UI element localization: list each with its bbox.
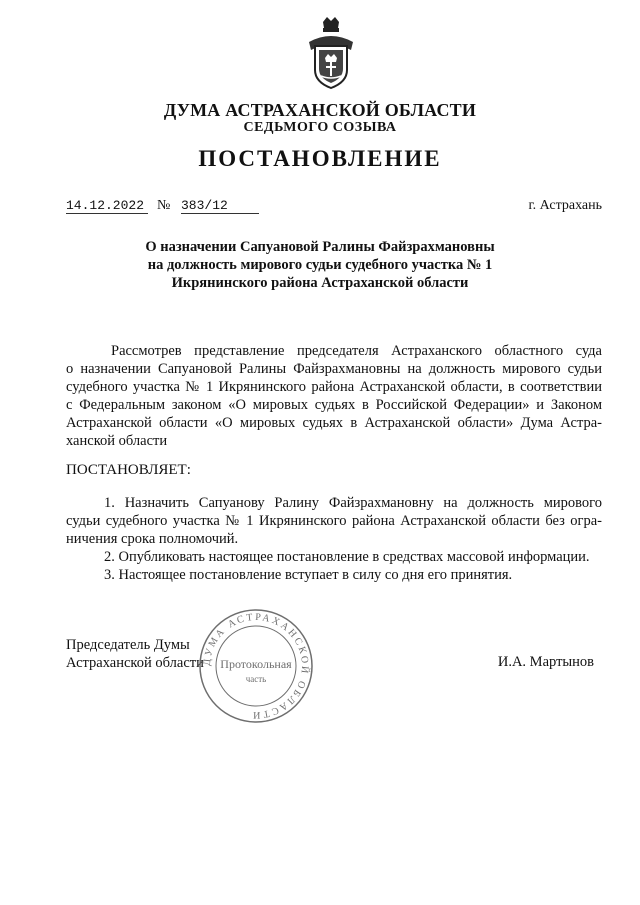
coat-of-arms-icon bbox=[301, 16, 361, 92]
document-subject bbox=[0, 238, 640, 292]
resolves-heading: ПОСТАНОВЛЯЕТ: bbox=[66, 462, 191, 478]
item-1-line: судьи судебного участка № 1 Икрянинского района Астраханской области без огра- bbox=[66, 513, 602, 529]
signatory-title-line: Астраханской области bbox=[66, 655, 204, 671]
convocation-subtitle: СЕДЬМОГО СОЗЫВА bbox=[243, 120, 397, 135]
official-stamp bbox=[196, 606, 316, 726]
preamble-line: ханской области bbox=[66, 433, 168, 449]
preamble-line: Рассмотрев представление председателя Астраханского областного суда bbox=[111, 343, 602, 359]
document-type-heading: ПОСТАНОВЛЕНИЕ bbox=[198, 146, 442, 171]
number-sign: № bbox=[157, 198, 171, 213]
stamp-ring-text: ДУМА АСТРАХАНСКОЙ ОБЛАСТИ bbox=[201, 611, 311, 721]
document-date: 14.12.2022 bbox=[66, 198, 148, 214]
preamble-line: судебного участка № 1 Икрянинского района Астраханской области, в соответствии bbox=[66, 379, 602, 395]
preamble-paragraph bbox=[66, 342, 602, 450]
item-1-line: ничения срока полномочий. bbox=[66, 531, 239, 547]
item-1-line: 1. Назначить Сапуанову Ралину Файзрахмановну на должность мирового bbox=[104, 495, 602, 511]
item-3-line: 3. Настоящее постановление вступает в силу со дня его принятия. bbox=[104, 567, 513, 583]
document-city: г. Астрахань bbox=[528, 198, 602, 213]
resolution-items bbox=[66, 494, 602, 584]
stamp-center-line: часть bbox=[245, 674, 267, 684]
subject-line: Икрянинского района Астраханской области bbox=[171, 275, 469, 291]
stamp-center-line: Протокольная bbox=[220, 657, 292, 671]
document-meta-line bbox=[66, 198, 602, 220]
signatory-name: И.А. Мартынов bbox=[497, 654, 594, 670]
preamble-line: с Федеральным законом «О мировых судьях в Российской Федерации» и Законом bbox=[66, 397, 602, 413]
document-number: 383/12 bbox=[181, 198, 259, 214]
subject-line: на должность мирового судьи судебного участка № 1 bbox=[147, 257, 493, 273]
item-2-line: 2. Опубликовать настоящее постановление в средствах массовой информации. bbox=[104, 549, 590, 565]
signatory-title bbox=[66, 636, 204, 672]
preamble-line: о назначении Сапуановой Ралины Файзрахмановны на должность мирового судьи bbox=[66, 361, 602, 377]
preamble-line: Астраханской области «О мировых судьях в Астраханской области» Дума Астра- bbox=[66, 415, 602, 431]
organization-title: ДУМА АСТРАХАНСКОЙ ОБЛАСТИ bbox=[163, 100, 477, 120]
subject-line: О назначении Сапуановой Ралины Файзрахмановны bbox=[145, 239, 495, 255]
signatory-title-line: Председатель Думы bbox=[66, 637, 190, 653]
